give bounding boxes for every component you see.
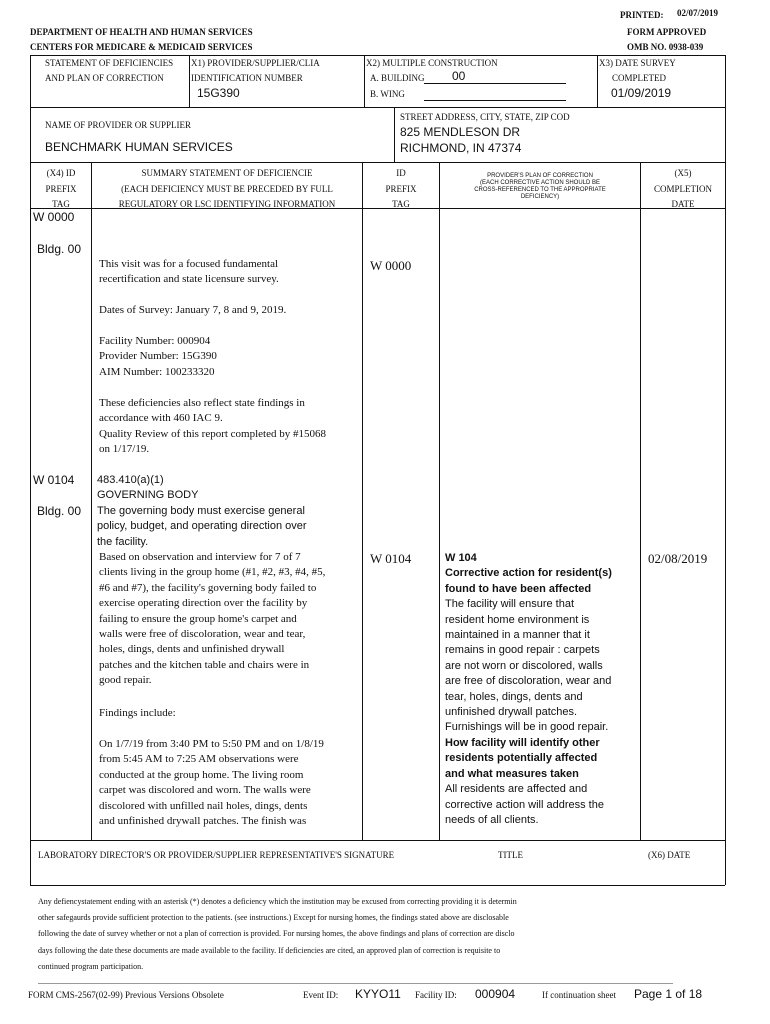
disclaimer-line: Any defiencystatement ending with an asterisk (*) denotes a deficiency which the institution may be excused from correcting providing it is determin — [38, 897, 517, 906]
body-bottom-rule — [30, 840, 725, 841]
right-border — [725, 55, 726, 885]
plan-line: are not worn or discolored, walls — [445, 659, 603, 672]
x4-header-line: TAG — [52, 199, 70, 209]
printed-date: 02/07/2019 — [677, 8, 719, 18]
x5-header — [641, 166, 725, 213]
wing-underline — [424, 100, 566, 101]
col-divider-4 — [640, 162, 641, 840]
text-line: #6 and #7), the facility's governing body failed to — [99, 581, 317, 594]
state-findings-paragraph — [99, 396, 361, 458]
provider-id: 15G390 — [197, 86, 240, 100]
text-line: AIM Number: 100233320 — [99, 365, 215, 378]
text-line: Provider Number: 15G390 — [99, 350, 217, 363]
text-line: These deficiencies also reflect state findings in — [99, 397, 305, 409]
event-id-value: KYYO11 — [355, 987, 401, 1001]
facility-ids-paragraph — [99, 334, 361, 380]
disclaimer-line: continued program participation. — [38, 961, 144, 971]
page-number: Page 1 of 18 — [634, 987, 703, 1001]
id-tag-w0000: W 0000 — [370, 258, 412, 273]
plan-header-line: (EACH CORRECTIVE ACTION SHOULD BE — [479, 180, 601, 186]
text-line: patches and the kitchen table and chairs were in — [99, 658, 310, 671]
regulation-block — [97, 473, 361, 550]
summary-header — [92, 166, 362, 213]
text-line: failing to ensure the group home's carpet and — [99, 612, 297, 625]
plan-line: maintained in a manner that it — [445, 629, 590, 642]
text-line: This visit was for a focused fundamental — [99, 258, 279, 270]
plan-line: How facility will identify other — [445, 736, 600, 749]
text-line: discolored with unfilled nail holes, dings, dents — [99, 799, 308, 812]
plan-line: resident home environment is — [445, 613, 590, 626]
findings-summary-paragraph — [99, 550, 361, 689]
text-line: and unfinished drywall patches. The finish was — [99, 815, 307, 828]
columns-top-rule — [30, 162, 725, 163]
plan-line: needs of all clients. — [445, 813, 539, 826]
building-value: 00 — [452, 69, 466, 83]
id-header — [363, 166, 439, 213]
summary-header-line: SUMMARY STATEMENT OF DEFICIENCIE — [141, 168, 313, 178]
x3-sublabel: COMPLETED — [612, 73, 666, 83]
text-line: clients living in the group home (#1, #2, #3, #4, #5, — [99, 566, 326, 579]
plan-line: All residents are affected and — [445, 783, 588, 796]
plan-line: tear, holes, dings, dents and — [445, 690, 583, 703]
col-divider-1 — [91, 162, 92, 840]
text-line: The governing body must exercise general — [97, 504, 305, 517]
omb-number: OMB NO. 0938-039 — [627, 42, 704, 52]
header-top-rule — [30, 55, 725, 56]
findings-include: Findings include: — [99, 707, 176, 719]
survey-dates: Dates of Survey: January 7, 8 and 9, 2019. — [99, 304, 287, 316]
address-line-1: 825 MENDLESON DR — [400, 125, 521, 139]
department-title: DEPARTMENT OF HEALTH AND HUMAN SERVICES — [30, 27, 253, 37]
summary-header-line: REGULATORY OR LSC IDENTIFYING INFORMATION — [118, 199, 336, 209]
plan-line: corrective action will address the — [445, 798, 604, 811]
x2-label: X2) MULTIPLE CONSTRUCTION — [366, 58, 498, 68]
text-line: from 5:45 AM to 7:25 AM observations were — [99, 753, 299, 766]
form-approved-label: FORM APPROVED — [627, 27, 707, 37]
disclaimer-line: days following the date these documents are made available to the facility. If deficiencies are cited, an approved plan of correction is requisite to — [38, 945, 501, 955]
id-header-line: TAG — [392, 199, 410, 209]
continuation-label: If continuation sheet — [542, 990, 616, 1000]
plan-label: AND PLAN OF CORRECTION — [45, 73, 164, 83]
x1-label: X1) PROVIDER/SUPPLIER/CLIA — [191, 58, 320, 68]
text-line: holes, dings, dents and unfinished drywall — [99, 643, 285, 656]
footer-rule — [38, 983, 673, 984]
text-line: carpet was discolored and worn. The walls were — [99, 784, 311, 797]
title-label: TITLE — [498, 850, 523, 860]
text-line: on 1/17/19. — [99, 443, 150, 456]
text-line: conducted at the group home. The living room — [99, 768, 304, 781]
survey-intro-paragraph — [99, 257, 361, 288]
centers-title: CENTERS FOR MEDICARE & MEDICAID SERVICES — [30, 42, 253, 52]
building-label: A. BUILDING — [370, 73, 425, 83]
x5-header-line: (X5) — [674, 168, 692, 178]
observation-paragraph — [99, 737, 361, 829]
disclaimer-line: following the date of survey whether or not a plan of correction is provided. For nursing homes, the above findings and plans of correction are disclo — [38, 929, 515, 939]
plan-line: and what measures taken — [445, 767, 579, 780]
x2-divider — [364, 55, 365, 107]
address-label: STREET ADDRESS, CITY, STATE, ZIP COD — [400, 112, 570, 122]
bldg-label-2: Bldg. 00 — [37, 504, 82, 518]
signature-bottom-rule — [30, 885, 725, 886]
plan-header-line: PROVIDER'S PLAN OF CORRECTION — [487, 173, 593, 179]
completion-date: 02/08/2019 — [648, 551, 708, 566]
text-line: policy, budget, and operating direction over — [97, 520, 307, 533]
plan-header — [440, 173, 640, 201]
building-underline — [424, 83, 566, 84]
printed-label: PRINTED: — [620, 10, 664, 20]
facility-id-value: 000904 — [475, 987, 516, 1001]
plan-line: are free of discoloration, wear and — [445, 675, 612, 688]
x4-header-line: (X4) ID — [46, 168, 76, 178]
plan-line: Furnishings will be in good repair. — [445, 721, 609, 734]
survey-date: 01/09/2019 — [611, 86, 672, 100]
id-tag-w0104: W 0104 — [370, 551, 412, 566]
text-line: Based on observation and interview for 7 of 7 — [99, 551, 301, 563]
bldg-label-1: Bldg. 00 — [37, 242, 82, 256]
plan-header-line: CROSS-REFERENCED TO THE APPROPRIATE — [474, 187, 606, 193]
provider-name: BENCHMARK HUMAN SERVICES — [45, 140, 233, 154]
text-line: Facility Number: 000904 — [99, 335, 211, 347]
x4-header-line: PREFIX — [45, 183, 77, 194]
tag-w0000: W 0000 — [33, 210, 75, 224]
tag-w0104: W 0104 — [33, 473, 75, 487]
x4-header — [31, 166, 91, 213]
x3-label: X3) DATE SURVEY — [599, 58, 676, 68]
x6-date-label: (X6) DATE — [648, 850, 691, 860]
x1-sublabel: IDENTIFICATION NUMBER — [191, 73, 303, 83]
text-line: Quality Review of this report completed by #15068 — [99, 427, 326, 440]
plan-header-line: DEFICIENCY) — [520, 194, 560, 200]
wing-label: B. WING — [370, 89, 405, 99]
text-line: recertification and state licensure survey. — [99, 273, 279, 286]
text-line: exercise operating direction over the facility by — [99, 597, 308, 610]
x3-divider — [597, 55, 598, 107]
id-header-line: PREFIX — [385, 183, 417, 194]
text-line: the facility. — [97, 535, 149, 548]
col-divider-2 — [362, 162, 363, 840]
event-id-label: Event ID: — [303, 990, 339, 1000]
plan-line: The facility will ensure that — [445, 598, 574, 611]
provider-name-label: NAME OF PROVIDER OR SUPPLIER — [45, 120, 192, 130]
plan-of-correction — [445, 551, 640, 828]
signature-label: LABORATORY DIRECTOR'S OR PROVIDER/SUPPLIER REPRESENTATIVE'S SIGNATURE — [38, 850, 395, 860]
plan-line: Corrective action for resident(s) — [445, 567, 612, 580]
text-line: On 1/7/19 from 3:40 PM to 5:50 PM and on 1/8/19 — [99, 738, 324, 750]
plan-line: residents potentially affected — [445, 752, 598, 765]
facility-id-label: Facility ID: — [415, 990, 457, 1000]
header-mid-rule — [30, 107, 725, 108]
plan-line: W 104 — [445, 552, 477, 564]
x5-header-line: COMPLETION — [654, 183, 712, 194]
statement-label: STATEMENT OF DEFICIENCIES — [45, 58, 174, 68]
id-header-line: ID — [396, 168, 406, 178]
plan-line: remains in good repair : carpets — [445, 644, 600, 657]
address-divider — [394, 107, 395, 162]
plan-line: unfinished drywall patches. — [445, 706, 578, 719]
disclaimer-line: other safegaurds provide sufficient protection to the patients. (see instructions.) Except for nursing homes, the findings stated above are disclosable — [38, 913, 509, 923]
text-line: GOVERNING BODY — [97, 489, 199, 502]
disclaimer — [38, 894, 517, 975]
text-line: accordance with 460 IAC 9. — [99, 412, 223, 425]
form-number: FORM CMS-2567(02-99) Previous Versions Obsolete — [28, 990, 224, 1000]
x5-header-line: DATE — [671, 199, 695, 209]
x1-divider — [189, 55, 190, 107]
text-line: good repair. — [99, 674, 152, 687]
text-line: walls were free of discoloration, wear and tear, — [99, 628, 306, 641]
address-line-2: RICHMOND, IN 47374 — [400, 141, 522, 155]
summary-header-line: (EACH DEFICIENCY MUST BE PRECEDED BY FULL — [121, 183, 333, 194]
text-line: 483.410(a)(1) — [97, 474, 164, 486]
plan-line: found to have been affected — [445, 582, 592, 595]
col-divider-3 — [439, 162, 440, 840]
